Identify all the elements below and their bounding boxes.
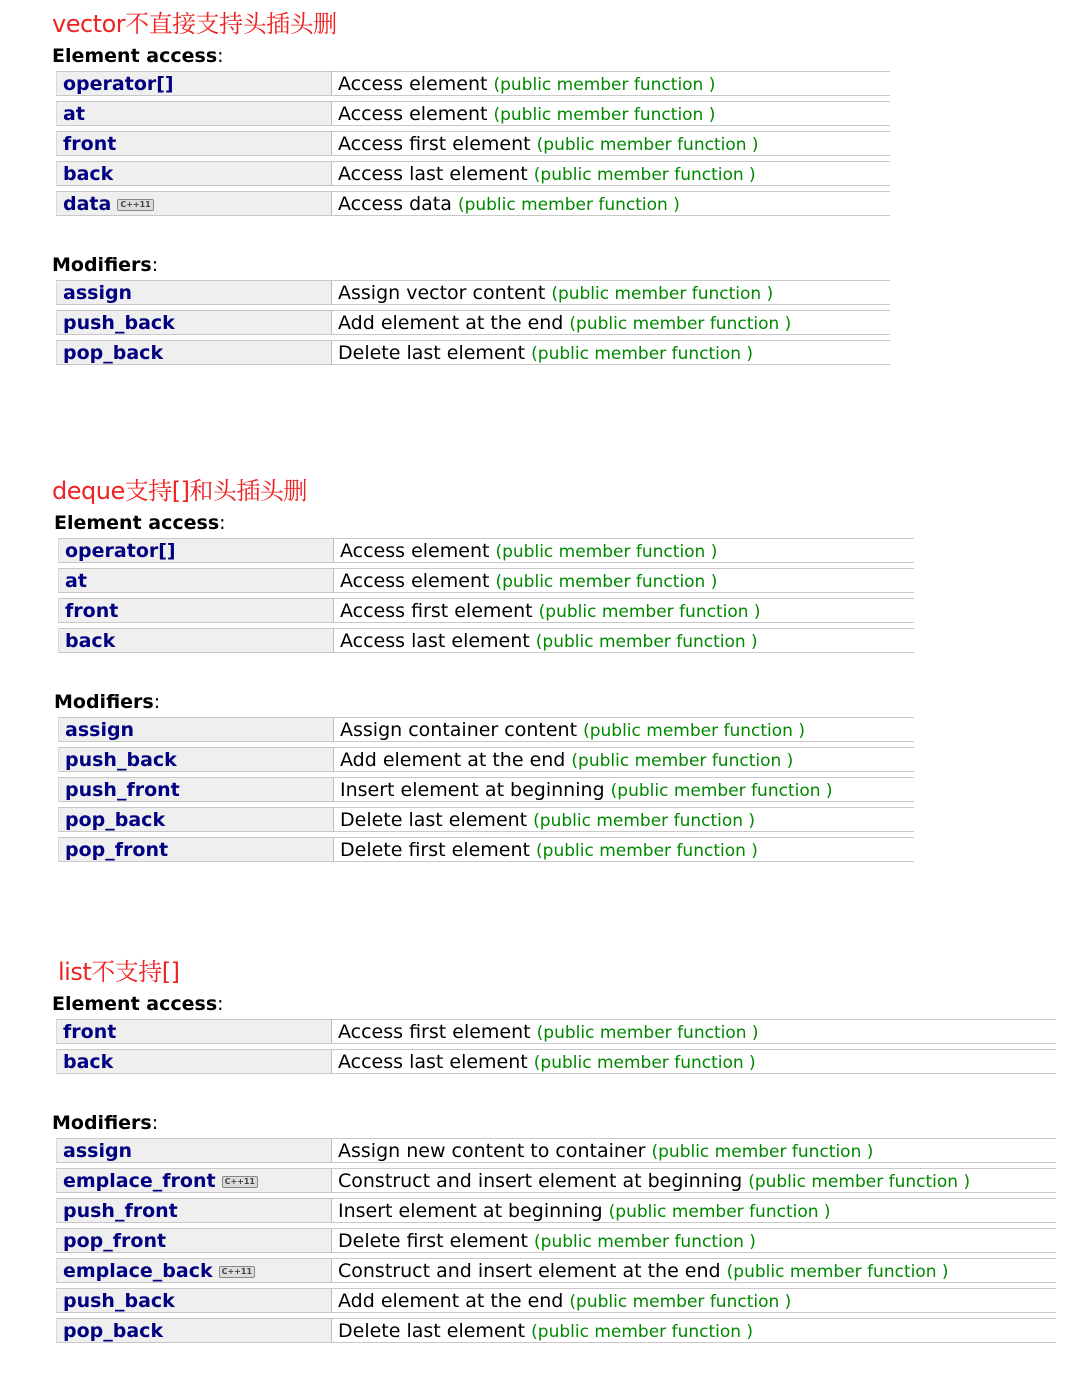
- member-desc-cell: [332, 1318, 1056, 1343]
- member-desc-cell: [332, 280, 890, 305]
- member-name-cell[interactable]: [56, 340, 332, 365]
- table-row: [58, 807, 914, 832]
- member-name-cell[interactable]: [56, 1049, 332, 1074]
- member-description: Assign container content: [340, 718, 578, 741]
- member-name-link[interactable]: front: [63, 132, 117, 155]
- member-desc-cell: [332, 1258, 1056, 1283]
- member-name-cell[interactable]: [56, 1228, 332, 1253]
- member-annotation: (public member function ): [531, 343, 754, 364]
- member-desc-cell: [332, 1288, 1056, 1313]
- member-table: [56, 1014, 1056, 1079]
- member-annotation: (public member function ): [535, 631, 758, 652]
- member-annotation: (public member function ): [495, 571, 718, 592]
- member-name-cell[interactable]: [58, 837, 334, 862]
- cpp11-badge-icon: C++11: [219, 1266, 255, 1278]
- member-annotation: (public member function ): [536, 1022, 759, 1043]
- member-description: Access data: [338, 192, 452, 215]
- member-name-cell[interactable]: [58, 538, 334, 563]
- member-description: Access last element: [338, 1050, 528, 1073]
- member-annotation: (public member function ): [569, 1291, 792, 1312]
- group-title-text: Element access: [52, 993, 218, 1015]
- member-annotation: (public member function ): [495, 541, 718, 562]
- member-name-cell[interactable]: [56, 280, 332, 305]
- table-row: [56, 161, 890, 186]
- member-desc-cell: [334, 568, 914, 593]
- section: [54, 477, 914, 867]
- member-desc-cell: [334, 747, 914, 772]
- member-name-link[interactable]: emplace_back: [63, 1259, 213, 1282]
- member-annotation: (public member function ): [533, 164, 756, 185]
- member-annotation: (public member function ): [583, 720, 805, 741]
- member-desc-cell: [334, 628, 914, 653]
- member-name-cell[interactable]: [56, 131, 332, 156]
- member-name-cell[interactable]: [56, 1288, 332, 1313]
- member-table: [56, 66, 890, 221]
- member-table: [56, 275, 890, 370]
- member-name-cell[interactable]: [56, 1019, 332, 1044]
- group-title: [52, 992, 1056, 1016]
- table-row: [56, 1288, 1056, 1313]
- member-annotation: (public member function ): [533, 810, 756, 831]
- section-heading: list不支持[]: [58, 958, 180, 986]
- member-name-cell[interactable]: [58, 717, 334, 742]
- member-annotation: (public member function ): [726, 1261, 949, 1282]
- member-table: [56, 1133, 1056, 1348]
- member-description: Delete first element: [340, 838, 530, 861]
- table-row: [56, 71, 890, 96]
- member-name-cell[interactable]: [56, 310, 332, 335]
- table-row: [58, 628, 914, 653]
- member-name-link[interactable]: data: [63, 192, 112, 215]
- member-description: Access element: [340, 539, 490, 562]
- member-desc-cell: [332, 71, 890, 96]
- member-table: [58, 533, 914, 658]
- group-title-colon: :: [217, 45, 224, 67]
- member-description: Add element at the end: [338, 311, 564, 334]
- table-row: [56, 340, 890, 365]
- table-row: [56, 1168, 1056, 1193]
- member-desc-cell: [332, 1198, 1056, 1223]
- member-description: Delete last element: [338, 1319, 526, 1342]
- member-desc-cell: [334, 837, 914, 862]
- member-name-link[interactable]: back: [63, 1050, 114, 1073]
- member-name-link[interactable]: pop_front: [63, 1229, 167, 1252]
- member-annotation: (public member function ): [531, 1321, 754, 1342]
- table-row: [58, 747, 914, 772]
- member-name-link[interactable]: front: [63, 1020, 117, 1043]
- table-row: [56, 191, 890, 216]
- member-annotation: (public member function ): [493, 74, 716, 95]
- member-description: Access element: [338, 72, 488, 95]
- group-title-colon: :: [153, 691, 161, 713]
- member-desc-cell: [332, 161, 890, 186]
- member-description: Access first element: [338, 1020, 531, 1043]
- table-row: [56, 280, 890, 305]
- member-annotation: (public member function ): [493, 104, 716, 125]
- table-row: [56, 1138, 1056, 1163]
- member-description: Access first element: [340, 599, 533, 622]
- member-name-link[interactable]: assign: [63, 281, 133, 304]
- member-annotation: (public member function ): [538, 601, 761, 622]
- section: [52, 10, 890, 370]
- member-name-cell[interactable]: [56, 1318, 332, 1343]
- member-name-cell[interactable]: [56, 71, 332, 96]
- table-row: [58, 538, 914, 563]
- member-name-link[interactable]: push_back: [63, 1289, 175, 1312]
- group-title-colon: :: [219, 512, 226, 534]
- group-title-colon: :: [151, 254, 159, 276]
- member-annotation: (public member function ): [610, 780, 833, 801]
- member-annotation: (public member function ): [571, 750, 794, 771]
- table-row: [56, 1318, 1056, 1343]
- group-title-colon: :: [151, 1112, 159, 1134]
- member-description: Assign new content to container: [338, 1139, 646, 1162]
- member-desc-cell: [332, 191, 890, 216]
- member-description: Access first element: [338, 132, 531, 155]
- cpp11-badge-icon: C++11: [222, 1176, 258, 1188]
- member-name-link[interactable]: pop_back: [63, 341, 164, 364]
- member-name-link[interactable]: emplace_front: [63, 1169, 216, 1192]
- member-name-cell[interactable]: [56, 161, 332, 186]
- group-title-colon: :: [217, 993, 224, 1015]
- member-name-cell[interactable]: [58, 628, 334, 653]
- member-description: Add element at the end: [340, 748, 566, 771]
- group-title-text: Modifiers: [52, 254, 152, 276]
- member-desc-cell: [332, 1228, 1056, 1253]
- member-description: Delete last element: [338, 341, 526, 364]
- member-name-link[interactable]: back: [65, 629, 116, 652]
- group-title: [52, 44, 890, 68]
- table-row: [56, 101, 890, 126]
- member-name-cell[interactable]: [58, 807, 334, 832]
- member-annotation: (public member function ): [569, 313, 792, 334]
- member-name-link[interactable]: at: [65, 569, 87, 592]
- group-title-text: Element access: [52, 45, 218, 67]
- member-description: Insert element at beginning: [338, 1199, 603, 1222]
- member-desc-cell: [334, 777, 914, 802]
- group-title: [54, 690, 914, 714]
- table-row: [56, 1258, 1056, 1283]
- member-annotation: (public member function ): [533, 1052, 756, 1073]
- member-name-cell[interactable]: [56, 191, 332, 216]
- member-annotation: (public member function ): [551, 283, 774, 304]
- member-annotation: (public member function ): [536, 840, 758, 861]
- group-title-text: Modifiers: [54, 691, 154, 713]
- member-name-link[interactable]: assign: [65, 718, 135, 741]
- table-row: [58, 717, 914, 742]
- table-row: [58, 837, 914, 862]
- section-heading: deque支持[]和头插头删: [52, 477, 307, 505]
- member-name-link[interactable]: push_front: [65, 778, 180, 801]
- member-desc-cell: [332, 101, 890, 126]
- table-row: [58, 598, 914, 623]
- member-name-cell[interactable]: [56, 101, 332, 126]
- group-title: [54, 511, 914, 535]
- member-description: Delete last element: [340, 808, 528, 831]
- member-name-link[interactable]: push_back: [63, 311, 175, 334]
- cpp11-badge-icon: C++11: [117, 199, 153, 211]
- member-desc-cell: [332, 310, 890, 335]
- member-name-cell[interactable]: [58, 598, 334, 623]
- member-name-link[interactable]: pop_back: [63, 1319, 164, 1342]
- member-name-cell[interactable]: [58, 747, 334, 772]
- member-name-link[interactable]: push_front: [63, 1199, 178, 1222]
- member-description: Access element: [340, 569, 490, 592]
- member-name-cell[interactable]: [58, 777, 334, 802]
- member-name-link[interactable]: back: [63, 162, 114, 185]
- member-description: Insert element at beginning: [340, 778, 605, 801]
- member-description: Construct and insert element at the end: [338, 1259, 721, 1282]
- member-description: Access last element: [338, 162, 528, 185]
- member-desc-cell: [332, 1019, 1056, 1044]
- group-title-text: Modifiers: [52, 1112, 152, 1134]
- member-description: Access element: [338, 102, 488, 125]
- member-name-link[interactable]: pop_back: [65, 808, 166, 831]
- member-annotation: (public member function ): [748, 1171, 971, 1192]
- member-name-cell[interactable]: [56, 1168, 332, 1193]
- member-name-link[interactable]: assign: [63, 1139, 133, 1162]
- member-name-link[interactable]: pop_front: [65, 838, 169, 861]
- member-name-cell[interactable]: [58, 568, 334, 593]
- member-desc-cell: [332, 1138, 1056, 1163]
- member-annotation: (public member function ): [536, 134, 759, 155]
- member-desc-cell: [334, 717, 914, 742]
- group-title: [52, 253, 890, 277]
- table-row: [58, 777, 914, 802]
- table-row: [56, 1228, 1056, 1253]
- member-desc-cell: [332, 131, 890, 156]
- member-description: Construct and insert element at beginning: [338, 1169, 743, 1192]
- member-name-link[interactable]: operator[]: [65, 539, 176, 562]
- member-name-cell[interactable]: [56, 1258, 332, 1283]
- table-row: [56, 131, 890, 156]
- section: [52, 958, 1056, 1348]
- member-name-cell[interactable]: [56, 1138, 332, 1163]
- member-name-cell[interactable]: [56, 1198, 332, 1223]
- member-annotation: (public member function ): [457, 194, 680, 215]
- table-row: [58, 568, 914, 593]
- section-heading: vector不直接支持头插头删: [52, 10, 337, 38]
- member-name-link[interactable]: at: [63, 102, 85, 125]
- member-desc-cell: [332, 1168, 1056, 1193]
- member-annotation: (public member function ): [651, 1141, 874, 1162]
- table-row: [56, 1198, 1056, 1223]
- member-name-link[interactable]: push_back: [65, 748, 177, 771]
- table-row: [56, 1049, 1056, 1074]
- member-desc-cell: [334, 538, 914, 563]
- member-description: Delete first element: [338, 1229, 528, 1252]
- member-name-link[interactable]: operator[]: [63, 72, 174, 95]
- group-title-text: Element access: [54, 512, 220, 534]
- member-description: Add element at the end: [338, 1289, 564, 1312]
- member-desc-cell: [334, 807, 914, 832]
- member-table: [58, 712, 914, 867]
- table-row: [56, 310, 890, 335]
- member-name-link[interactable]: front: [65, 599, 119, 622]
- member-description: Assign vector content: [338, 281, 546, 304]
- member-description: Access last element: [340, 629, 530, 652]
- member-desc-cell: [334, 598, 914, 623]
- table-row: [56, 1019, 1056, 1044]
- member-annotation: (public member function ): [608, 1201, 831, 1222]
- member-desc-cell: [332, 1049, 1056, 1074]
- group-title: [52, 1111, 1056, 1135]
- member-annotation: (public member function ): [534, 1231, 756, 1252]
- member-desc-cell: [332, 340, 890, 365]
